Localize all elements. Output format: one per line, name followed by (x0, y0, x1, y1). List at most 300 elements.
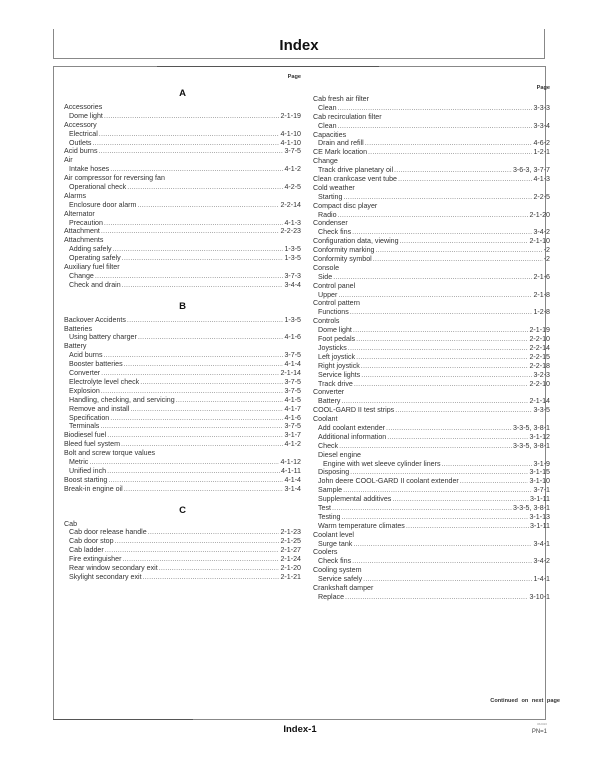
index-entry (313, 424, 550, 433)
dot-leader (138, 333, 284, 342)
entry-page-ref: 3-3-5 (533, 406, 550, 415)
entry-page-ref: 4-1-3 (284, 218, 301, 227)
entry-page-ref: 1-3-5 (284, 254, 301, 263)
dot-leader (124, 360, 284, 369)
entry-page-ref: -2 (543, 246, 550, 255)
dot-leader (343, 486, 532, 495)
index-entry (64, 316, 301, 325)
entry-label: Handling, checking, and servicing (69, 395, 175, 404)
entry-page-ref: 3-1-4 (284, 484, 301, 493)
footer-page-number: Index-1 (283, 724, 317, 735)
dot-leader (333, 273, 532, 282)
index-entry (313, 353, 550, 362)
entry-label: Outlets (69, 138, 92, 147)
dot-leader (354, 380, 529, 389)
entry-page-ref: 2-2-23 (280, 227, 301, 236)
dot-leader (104, 112, 280, 121)
index-heading (64, 325, 301, 334)
entry-page-ref: 3-1-9 (533, 459, 550, 468)
index-entry (313, 291, 550, 300)
entry-label: Bolt and screw torque values (64, 449, 156, 458)
dot-leader (361, 371, 532, 380)
index-heading (313, 202, 550, 211)
index-heading (313, 451, 550, 460)
entry-label: Engine with wet sleeve cylinder liners (323, 459, 441, 468)
entry-label: Clean crankcase vent tube (313, 175, 397, 184)
index-entry (64, 351, 301, 360)
index-entry (313, 371, 550, 380)
entry-label: Foot pedals (318, 335, 356, 344)
entry-page-ref: 2-2-14 (529, 343, 550, 352)
entry-page-ref: 3-7-5 (284, 377, 301, 386)
index-heading (64, 156, 301, 165)
entry-label: Clean (318, 103, 337, 112)
index-entry (64, 405, 301, 414)
entry-page-ref: 3-3-4 (533, 121, 550, 130)
entry-page-ref: 4-1-2 (284, 165, 301, 174)
footer-pn: PN=1 (531, 729, 547, 735)
dot-leader (348, 344, 529, 353)
index-entry (64, 139, 301, 148)
index-entry (313, 237, 550, 246)
entry-label: Metric (69, 457, 89, 466)
entry-page-ref: 1-3-5 (284, 245, 301, 254)
entry-label: Coolers (313, 548, 338, 557)
dot-leader (110, 414, 283, 423)
entry-label: Conformity symbol (313, 255, 372, 264)
entry-page-ref: 3-4-2 (533, 228, 550, 237)
entry-label: Clean (318, 121, 337, 130)
entry-page-ref: 2-2-14 (280, 200, 301, 209)
entry-page-ref: 2-1-19 (280, 111, 301, 120)
index-heading (313, 131, 550, 140)
index-entry (313, 193, 550, 202)
index-entry (64, 378, 301, 387)
dot-leader (350, 468, 528, 477)
index-heading (313, 184, 550, 193)
index-heading (313, 157, 550, 166)
entry-page-ref: 3-4-1 (533, 539, 550, 548)
index-entry (64, 476, 301, 485)
dot-leader (121, 440, 283, 449)
entry-page-ref: 2-1-25 (280, 537, 301, 546)
entry-label: Check fins (318, 557, 352, 566)
index-entry (64, 573, 301, 582)
left-sections (64, 87, 301, 582)
dot-leader (376, 246, 543, 255)
title-box (53, 29, 545, 59)
entry-label: Control pattern (313, 299, 360, 308)
entry-label: Right joystick (318, 361, 360, 370)
dot-leader (159, 564, 280, 573)
entry-label: Break-in engine oil (64, 484, 123, 493)
entry-page-ref: 2-2-10 (529, 335, 550, 344)
index-entry (313, 211, 550, 220)
entry-page-ref: 3-3-5, 3-8-1 (512, 503, 550, 512)
entry-page-ref: 3-7-3 (284, 271, 301, 280)
entry-label: Controls (313, 317, 340, 326)
entry-label: Crankshaft damper (313, 583, 374, 592)
index-heading (313, 317, 550, 326)
entry-page-ref: 3-1-7 (284, 431, 301, 440)
index-heading (313, 388, 550, 397)
entry-label: COOL-GARD II test strips (313, 406, 395, 415)
entry-label: Track drive (318, 379, 353, 388)
entry-page-ref: 2-1-21 (280, 572, 301, 581)
entry-page-ref: 4-1-6 (284, 413, 301, 422)
dot-leader (148, 528, 280, 537)
entry-page-ref: 2-1-6 (533, 272, 550, 281)
index-entry (313, 557, 550, 566)
dot-leader (406, 522, 529, 531)
index-entry (313, 175, 550, 184)
entry-label: Condenser (313, 219, 348, 228)
entry-label: Skylight secondary exit (69, 572, 142, 581)
entry-label: Using battery charger (69, 333, 137, 342)
entry-label: Surge tank (318, 539, 353, 548)
entry-label: Specification (69, 413, 110, 422)
entry-page-ref: 2-1-14 (529, 397, 550, 406)
entry-page-ref: 2-1-20 (280, 563, 301, 572)
index-entry (313, 468, 550, 477)
entry-page-ref: 3-1-15 (529, 468, 550, 477)
entry-label: Replace (318, 592, 345, 601)
entry-label: Sample (318, 486, 343, 495)
entry-page-ref: 3-1-12 (529, 432, 550, 441)
dot-leader (400, 237, 529, 246)
entry-label: Converter (69, 369, 101, 378)
right-index-column (313, 73, 550, 602)
index-entry (313, 397, 550, 406)
dot-leader (99, 130, 280, 139)
index-entry (64, 555, 301, 564)
dot-leader (356, 353, 528, 362)
index-entry (64, 227, 301, 236)
entry-label: Bleed fuel system (64, 440, 120, 449)
index-entry (313, 540, 550, 549)
index-heading (64, 210, 301, 219)
index-heading (64, 236, 301, 245)
index-entry (313, 148, 550, 157)
dot-leader (338, 122, 533, 131)
index-entry (64, 564, 301, 573)
dot-leader (143, 573, 280, 582)
dot-leader (122, 254, 284, 263)
entry-page-ref: 4-1-4 (284, 360, 301, 369)
index-entry (313, 433, 550, 442)
entry-page-ref: 2-1-8 (533, 290, 550, 299)
entry-page-ref: 4-1-10 (280, 129, 301, 138)
index-entry (313, 308, 550, 317)
dot-leader (361, 362, 529, 371)
dot-leader (373, 255, 543, 264)
index-entry (64, 485, 301, 494)
dot-leader (356, 335, 528, 344)
section-letter: B (179, 300, 186, 312)
entry-label: Cooling system (313, 566, 362, 575)
index-entry (313, 228, 550, 237)
entry-page-ref: 3-2-3 (533, 370, 550, 379)
dot-leader (394, 166, 512, 175)
footer-code: 062020 (536, 722, 547, 726)
entry-page-ref: -2 (543, 255, 550, 264)
entry-page-ref: 3-7-5 (284, 147, 301, 156)
entry-page-ref: 1-3-5 (284, 315, 301, 324)
index-heading (313, 415, 550, 424)
index-entry (64, 147, 301, 156)
index-heading (313, 548, 550, 557)
entry-page-ref: 1-4-1 (533, 575, 550, 584)
dot-leader (124, 485, 284, 494)
index-entry (313, 522, 550, 531)
entry-label: Configuration data, viewing (313, 237, 399, 246)
index-heading (313, 113, 550, 122)
index-entry (313, 593, 550, 602)
entry-label: Adding safely (69, 245, 112, 254)
dot-leader (338, 291, 532, 300)
entry-page-ref: 2-1-10 (529, 237, 550, 246)
entry-label: Radio (318, 210, 337, 219)
entry-label: Check and drain (69, 280, 121, 289)
entry-page-ref: 4-2-5 (284, 183, 301, 192)
page-column-header: Page (536, 85, 550, 91)
dot-leader (343, 193, 532, 202)
entry-label: Cab ladder (69, 546, 104, 555)
index-heading (313, 95, 550, 104)
entry-page-ref: 2-2-15 (529, 352, 550, 361)
entry-page-ref: 3-4-4 (284, 280, 301, 289)
entry-page-ref: 4-6-2 (533, 139, 550, 148)
entry-label: Biodiesel fuel (64, 431, 107, 440)
page-title: Index (279, 37, 319, 54)
entry-label: Booster batteries (69, 360, 123, 369)
entry-label: Rear window secondary exit (69, 563, 158, 572)
dot-leader (101, 369, 279, 378)
entry-label: Auxiliary fuel filter (64, 263, 120, 272)
entry-label: Electrolyte level check (69, 377, 140, 386)
entry-page-ref: 4-1-6 (284, 333, 301, 342)
entry-page-ref: 4-1-11 (281, 466, 301, 475)
index-heading (313, 584, 550, 593)
entry-page-ref: 3-7-1 (533, 486, 550, 495)
dot-leader (122, 555, 279, 564)
dot-leader (345, 593, 528, 602)
entry-page-ref: 1-2-8 (533, 308, 550, 317)
entry-label: Operating safely (69, 254, 121, 263)
index-heading (64, 103, 301, 112)
entry-label: Testing (318, 512, 341, 521)
index-entry (313, 122, 550, 131)
dot-leader (338, 104, 533, 113)
entry-label: Attachment (64, 227, 100, 236)
index-entry (64, 369, 301, 378)
entry-label: Dome light (318, 326, 352, 335)
entry-label: Service lights (318, 370, 361, 379)
entry-label: Backover Accidents (64, 315, 126, 324)
entry-label: Alarms (64, 191, 87, 200)
dot-leader (107, 431, 283, 440)
entry-page-ref: 2-2-10 (529, 379, 550, 388)
entry-page-ref: 2-1-27 (280, 546, 301, 555)
index-entry (64, 537, 301, 546)
index-entry (64, 201, 301, 210)
index-entry (64, 458, 301, 467)
index-entry (313, 344, 550, 353)
dot-leader (387, 433, 528, 442)
dot-leader (353, 540, 532, 549)
dot-leader (338, 211, 529, 220)
entry-label: Drain and refill (318, 139, 364, 148)
entry-label: Electrical (69, 129, 98, 138)
dot-leader (442, 460, 533, 469)
index-entry (64, 254, 301, 263)
dot-leader (107, 467, 280, 476)
entry-label: Battery (318, 397, 341, 406)
left-index-column (64, 73, 301, 582)
entry-label: Acid burns (69, 351, 103, 360)
entry-label: Add coolant extender (318, 423, 386, 432)
entry-label: John deere COOL-GARD II coolant extender (318, 477, 459, 486)
index-heading (313, 264, 550, 273)
index-entry (64, 183, 301, 192)
index-entry (64, 333, 301, 342)
entry-page-ref: 2-1-24 (280, 555, 301, 564)
entry-page-ref: 4-1-7 (284, 404, 301, 413)
index-heading (313, 531, 550, 540)
index-entry (313, 104, 550, 113)
index-heading (313, 566, 550, 575)
dot-leader (352, 228, 532, 237)
entry-label: Conformity marking (313, 246, 375, 255)
entry-page-ref: 3-7-5 (284, 351, 301, 360)
entry-label: Accessories (64, 103, 103, 111)
index-heading (313, 299, 550, 308)
index-entry (313, 486, 550, 495)
section-gap (64, 494, 301, 504)
dot-leader (339, 442, 512, 451)
index-entry (64, 422, 301, 431)
entry-label: Boost starting (64, 475, 108, 484)
dot-leader (100, 422, 283, 431)
entry-label: Air compressor for reversing fan (64, 174, 165, 183)
entry-page-ref: 3-1-13 (529, 512, 550, 521)
index-entry (313, 362, 550, 371)
entry-label: Supplemental additives (318, 495, 392, 504)
entry-page-ref: 4-1-4 (284, 475, 301, 484)
dot-leader (398, 175, 532, 184)
entry-label: Cab recirculation filter (313, 112, 382, 121)
entry-label: Batteries (64, 324, 92, 333)
index-entry (64, 440, 301, 449)
entry-label: Warm temperature climates (318, 521, 405, 530)
entry-label: Acid burns (64, 147, 98, 156)
entry-label: Check (318, 441, 339, 450)
entry-page-ref: 3-6-3, 3-7-7 (512, 166, 550, 175)
entry-page-ref: 3-1-11 (530, 495, 550, 504)
index-entry (64, 360, 301, 369)
index-entry (313, 380, 550, 389)
entry-label: Coolant level (313, 530, 355, 539)
index-entry (313, 477, 550, 486)
dot-leader (104, 219, 284, 228)
entry-label: Cab door release handle (69, 528, 147, 537)
entry-label: Accessory (64, 120, 97, 129)
index-entry (64, 219, 301, 228)
entry-label: Service safely (318, 575, 363, 584)
entry-label: Precaution (69, 218, 103, 227)
index-heading (64, 263, 301, 272)
dot-leader (95, 272, 284, 281)
index-entry (64, 272, 301, 281)
dot-leader (104, 351, 284, 360)
index-heading (313, 219, 550, 228)
index-entry (64, 467, 301, 476)
entry-page-ref: 2-2-5 (533, 192, 550, 201)
dot-leader (127, 316, 284, 325)
entry-label: Converter (313, 388, 345, 397)
entry-label: Change (69, 271, 94, 280)
entry-page-ref: 4-1-10 (280, 138, 301, 147)
entry-label: Compact disc player (313, 201, 378, 210)
index-entry (64, 112, 301, 121)
entry-label: Fire extinguisher (69, 555, 122, 564)
index-entry (313, 406, 550, 415)
entry-label: Disposing (318, 468, 350, 477)
index-entry (313, 246, 550, 255)
dot-leader (352, 557, 532, 566)
dot-leader (353, 326, 529, 335)
dot-leader (122, 281, 284, 290)
index-entry (313, 442, 550, 451)
index-entry (313, 326, 550, 335)
entry-label: Upper (318, 290, 338, 299)
entry-label: Additional information (318, 432, 387, 441)
dot-leader (105, 546, 280, 555)
dot-leader (395, 406, 532, 415)
entry-label: Intake hoses (69, 165, 110, 174)
index-entry (64, 245, 301, 254)
page-column-header: Page (287, 74, 301, 80)
dot-leader (101, 227, 280, 236)
entry-page-ref: 2-2-18 (529, 361, 550, 370)
entry-page-ref: 4-1-12 (280, 457, 301, 466)
index-entry (64, 528, 301, 537)
dot-leader (365, 139, 533, 148)
dot-leader (130, 405, 283, 414)
entry-page-ref: 2-1-19 (529, 326, 550, 335)
index-entry (313, 273, 550, 282)
entry-label: Check fins (318, 228, 352, 237)
index-entry (64, 431, 301, 440)
entry-label: Joysticks (318, 343, 347, 352)
entry-label: Enclosure door alarm (69, 200, 137, 209)
entry-page-ref: 3-1-11 (530, 521, 550, 530)
dot-leader (110, 165, 283, 174)
dot-leader (101, 387, 284, 396)
index-entry (313, 460, 550, 469)
right-entries (313, 95, 550, 602)
dot-leader (115, 537, 280, 546)
entry-label: Track drive planetary oil (318, 166, 394, 175)
entry-label: Terminals (69, 422, 100, 431)
index-entry (313, 255, 550, 264)
entry-page-ref: 2-1-23 (280, 528, 301, 537)
index-entry (313, 139, 550, 148)
dot-leader (341, 513, 528, 522)
continued-note: Continued on next page (490, 698, 560, 704)
index-entry (64, 281, 301, 290)
entry-page-ref: 2-1-14 (280, 369, 301, 378)
